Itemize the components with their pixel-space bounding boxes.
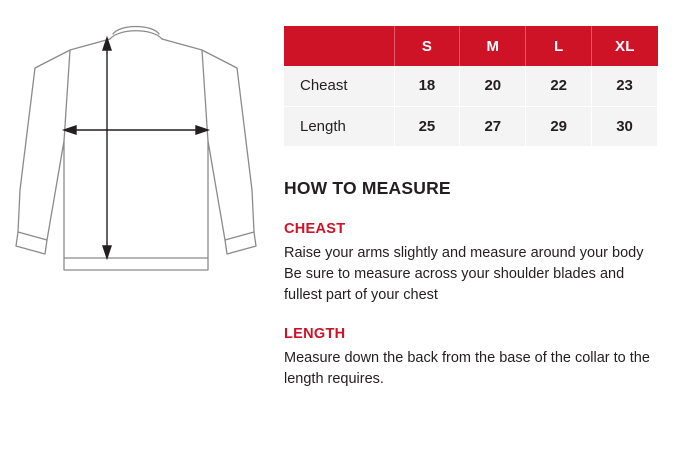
cheast-s: 18 — [394, 66, 460, 106]
section-length — [284, 326, 658, 390]
table-corner-cell — [284, 26, 394, 66]
shirt-outline-svg — [0, 0, 272, 469]
content-pane — [272, 0, 680, 469]
column-header-s: S — [394, 26, 460, 66]
row-label-length: Length — [284, 106, 394, 146]
section-cheast — [284, 221, 658, 306]
cheast-m: 20 — [460, 66, 526, 106]
section-body-cheast: Raise your arms slightly and measure around your body Be sure to measure across your shoulder blades and fullest part of your chest — [284, 245, 644, 304]
column-header-m: M — [460, 26, 526, 66]
cheast-xl: 23 — [592, 66, 658, 106]
column-header-xl: XL — [592, 26, 658, 66]
length-xl: 30 — [592, 106, 658, 146]
length-l: 29 — [526, 106, 592, 146]
size-table — [284, 26, 658, 146]
size-table-body — [284, 66, 658, 146]
garment-illustration — [0, 0, 272, 469]
table-row — [284, 66, 658, 106]
length-arrow — [103, 38, 111, 258]
table-header-row — [284, 26, 658, 66]
column-header-l: L — [526, 26, 592, 66]
section-heading-length: LENGTH — [284, 326, 346, 343]
section-body-length: Measure down the back from the base of the collar to the length requires. — [284, 350, 650, 388]
chest-arrow — [64, 126, 208, 134]
size-table-head — [284, 26, 658, 66]
length-m: 27 — [460, 106, 526, 146]
row-label-cheast: Cheast — [284, 66, 394, 106]
how-to-measure-title: HOW TO MEASURE — [284, 178, 451, 198]
length-s: 25 — [394, 106, 460, 146]
table-row — [284, 106, 658, 146]
section-heading-cheast: CHEAST — [284, 221, 346, 237]
cheast-l: 22 — [526, 66, 592, 106]
